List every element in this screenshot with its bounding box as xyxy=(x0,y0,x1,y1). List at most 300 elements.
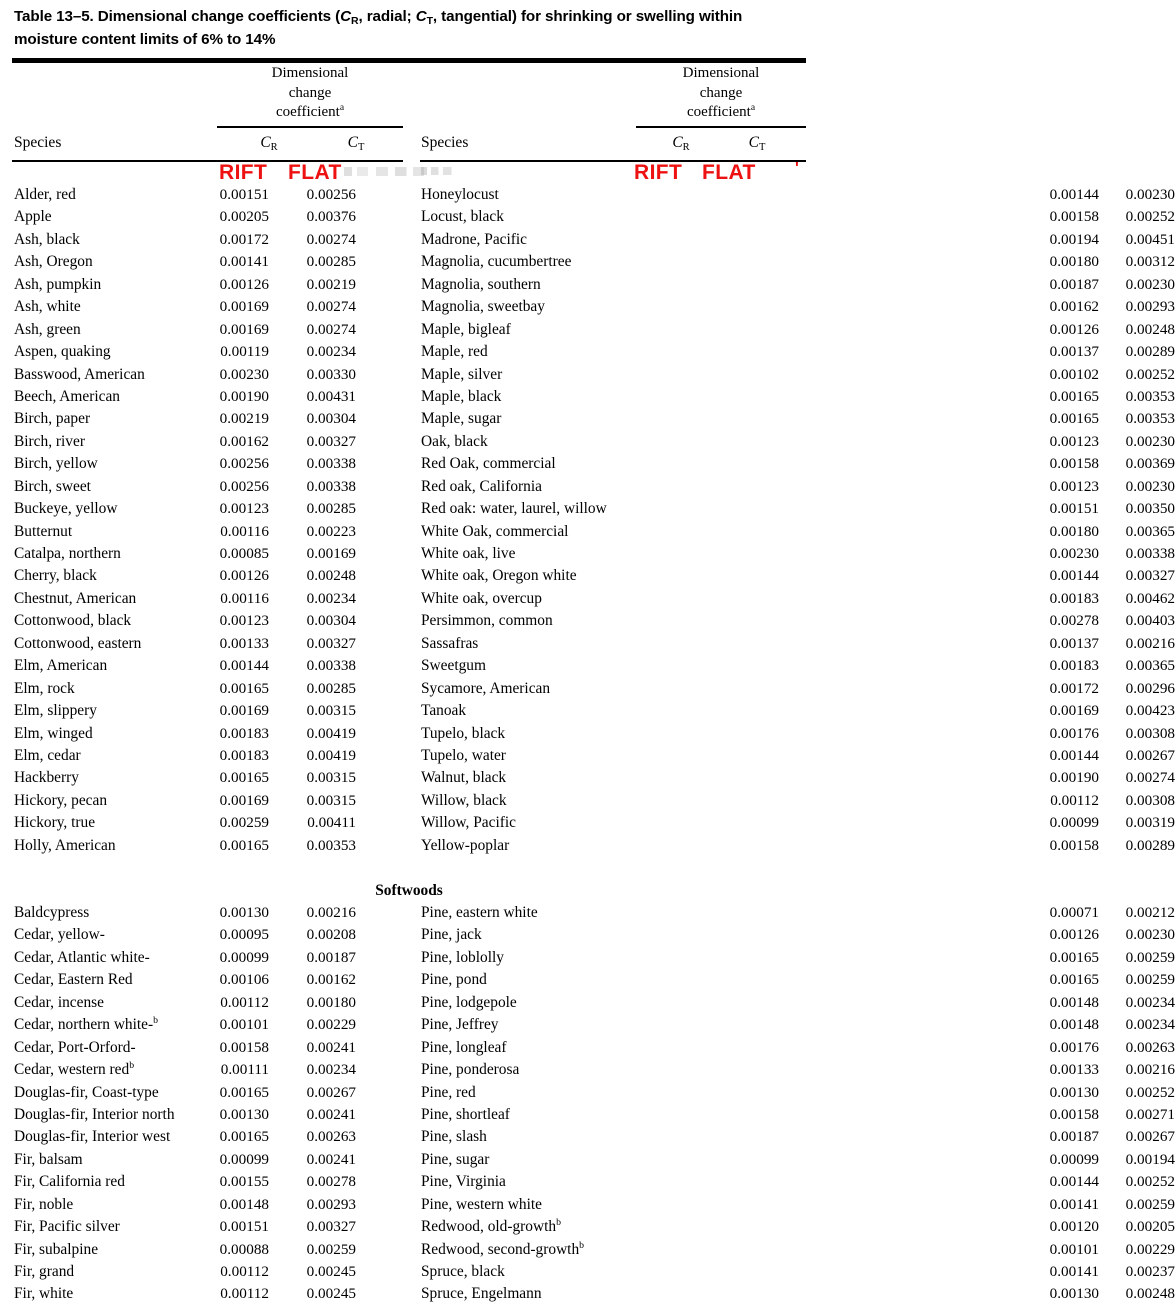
species-name: Cottonwood, black xyxy=(14,612,132,630)
value-cr: 0.00130 xyxy=(1049,1285,1099,1303)
table-row xyxy=(0,612,410,634)
table-row xyxy=(0,926,410,948)
annotation-rift-left: RIFT xyxy=(219,161,268,184)
table-row xyxy=(0,1128,410,1150)
value-cr: 0.00141 xyxy=(1049,1195,1099,1213)
value-cr: 0.00130 xyxy=(1049,1083,1099,1101)
value-ct: 0.00252 xyxy=(1125,1173,1175,1191)
group-header-line2: change xyxy=(288,84,332,101)
value-ct: 0.00338 xyxy=(306,657,356,675)
value-cr: 0.00176 xyxy=(1049,724,1099,742)
value-ct: 0.00256 xyxy=(306,186,356,203)
value-ct: 0.00411 xyxy=(307,814,356,832)
value-cr: 0.00205 xyxy=(219,208,269,226)
species-name: Basswood, American xyxy=(14,365,145,383)
value-cr: 0.00101 xyxy=(1049,1240,1099,1258)
species-name: Elm, cedar xyxy=(14,746,81,764)
table-row xyxy=(420,387,1175,410)
species-name: Pine, sugar xyxy=(421,1150,490,1168)
value-cr: 0.00088 xyxy=(219,1240,269,1258)
species-name: Magnolia, sweetbay xyxy=(421,298,545,316)
table-row xyxy=(0,253,410,275)
value-cr: 0.00180 xyxy=(1049,522,1099,540)
value-cr: 0.00126 xyxy=(1049,320,1099,338)
value-cr: 0.00256 xyxy=(219,455,269,473)
table-row xyxy=(0,1173,410,1195)
value-cr: 0.00183 xyxy=(1049,657,1099,675)
species-name: Fir, grand xyxy=(14,1263,75,1280)
page-title xyxy=(14,6,804,50)
table-row xyxy=(0,814,410,836)
group-header-line3: coefficient xyxy=(686,104,751,120)
value-ct: 0.00219 xyxy=(306,275,356,293)
value-cr: 0.00148 xyxy=(219,1195,269,1213)
table-row xyxy=(0,567,410,589)
value-ct: 0.00229 xyxy=(306,1016,356,1034)
species-name: Elm, winged xyxy=(14,724,93,742)
value-ct: 0.00241 xyxy=(306,1150,356,1168)
species-name: Holly, American xyxy=(14,836,116,854)
value-cr: 0.00148 xyxy=(1049,993,1099,1011)
value-cr: 0.00165 xyxy=(1049,948,1099,966)
species-name: Maple, black xyxy=(421,387,502,405)
table-row xyxy=(420,679,1175,702)
value-ct: 0.00234 xyxy=(306,343,356,361)
section-label-softwoods: Softwoods xyxy=(375,881,443,899)
table-row xyxy=(420,1285,1175,1307)
value-cr: 0.00165 xyxy=(219,769,269,787)
table-row xyxy=(420,791,1175,814)
table-row xyxy=(420,1083,1175,1106)
value-ct: 0.00237 xyxy=(1125,1263,1175,1280)
table-row xyxy=(0,792,410,814)
value-ct: 0.00296 xyxy=(1125,679,1175,697)
value-ct: 0.00205 xyxy=(1125,1218,1175,1236)
table-row xyxy=(420,993,1175,1016)
value-cr: 0.00112 xyxy=(220,993,269,1011)
species-name: Ash, black xyxy=(14,230,80,248)
value-ct: 0.00263 xyxy=(1125,1038,1175,1056)
table-row xyxy=(0,545,410,567)
table-row xyxy=(420,926,1175,948)
value-ct: 0.00230 xyxy=(1125,186,1175,203)
value-ct: 0.00248 xyxy=(1125,320,1175,338)
species-name: Birch, paper xyxy=(14,410,91,428)
group-header-left xyxy=(217,64,403,123)
table-row xyxy=(0,455,410,477)
species-name: Redwood, old-growth$^b$ xyxy=(421,1217,561,1236)
species-name: Pine, eastern white xyxy=(421,904,538,921)
species-name: Walnut, black xyxy=(421,769,507,787)
species-name: Fir, white xyxy=(14,1285,74,1303)
value-ct: 0.00234 xyxy=(1125,993,1175,1011)
value-ct: 0.00369 xyxy=(1125,455,1175,473)
value-cr: 0.00230 xyxy=(219,365,269,383)
value-cr: 0.00169 xyxy=(1049,702,1099,720)
species-name: Ash, pumpkin xyxy=(14,275,102,293)
species-footnote: b xyxy=(129,1059,135,1071)
value-ct: 0.00285 xyxy=(306,253,356,271)
value-cr: 0.00112 xyxy=(220,1263,269,1280)
table-row xyxy=(0,837,410,859)
value-cr: 0.00194 xyxy=(1049,230,1099,248)
value-ct: 0.00216 xyxy=(1125,1061,1175,1079)
value-cr: 0.00230 xyxy=(1049,545,1099,562)
species-footnote: b xyxy=(153,1015,159,1027)
value-ct: 0.00304 xyxy=(306,410,356,428)
column-header-ct-right: $C_T$ xyxy=(748,134,766,153)
value-ct: 0.00353 xyxy=(306,836,356,854)
species-name: Birch, sweet xyxy=(14,477,91,495)
value-cr: 0.00165 xyxy=(1049,387,1099,405)
value-ct: 0.00289 xyxy=(1125,836,1175,854)
value-cr: 0.00151 xyxy=(219,186,269,203)
species-name: Pine, loblolly xyxy=(421,948,504,966)
table-row xyxy=(420,298,1175,320)
annotation-flat-left: FLAT xyxy=(288,161,342,184)
species-name: Buckeye, yellow xyxy=(14,500,118,518)
table-row xyxy=(0,680,410,702)
table-row xyxy=(420,343,1175,365)
species-name: Cedar, yellow- xyxy=(14,926,105,944)
table-top-rule xyxy=(12,58,806,62)
species-name: Pine, western white xyxy=(421,1195,542,1213)
table-row xyxy=(420,1239,1175,1263)
table-row xyxy=(420,1217,1175,1240)
value-ct: 0.00216 xyxy=(306,904,356,921)
section-header-softwoods-left xyxy=(0,881,443,904)
species-name: Pine, shortleaf xyxy=(421,1105,510,1123)
table-row xyxy=(420,657,1175,679)
species-name: Maple, silver xyxy=(421,365,503,383)
value-cr: 0.00169 xyxy=(219,791,269,809)
table-row xyxy=(0,1084,410,1106)
value-cr: 0.00165 xyxy=(219,679,269,697)
species-name: Sycamore, American xyxy=(421,679,551,697)
species-name: Sassafras xyxy=(421,634,479,652)
value-cr: 0.00165 xyxy=(219,1083,269,1101)
value-cr: 0.00137 xyxy=(1049,634,1099,652)
value-cr: 0.00158 xyxy=(1049,455,1099,473)
title-text-post: , tangential) for shrinking or xyxy=(432,8,632,25)
table-row xyxy=(0,1218,410,1240)
value-ct: 0.00274 xyxy=(306,230,356,248)
value-ct: 0.00223 xyxy=(306,522,356,540)
table-row xyxy=(0,1285,410,1307)
value-cr: 0.00095 xyxy=(219,926,269,944)
table-row xyxy=(420,589,1175,612)
value-ct: 0.00230 xyxy=(1125,477,1175,495)
table-row xyxy=(420,612,1175,634)
value-cr: 0.00169 xyxy=(219,320,269,338)
table-row xyxy=(420,814,1175,836)
value-cr: 0.00116 xyxy=(220,589,269,607)
value-ct: 0.00315 xyxy=(306,702,356,720)
value-ct: 0.00278 xyxy=(306,1173,356,1191)
value-cr: 0.00112 xyxy=(220,1285,269,1303)
title-text-pre: Dimensional change coefficients ( xyxy=(97,8,341,25)
group-header-rule-left xyxy=(217,126,403,128)
species-name: White Oak, commercial xyxy=(421,522,569,540)
table-row xyxy=(420,904,1175,926)
value-cr: 0.00101 xyxy=(219,1016,269,1034)
value-ct: 0.00315 xyxy=(306,769,356,787)
title-symbol-ct: C xyxy=(415,8,427,25)
species-name: Willow, Pacific xyxy=(421,814,516,832)
column-header-species-right: Species xyxy=(421,134,469,151)
value-ct: 0.00187 xyxy=(306,948,356,966)
species-name: Tupelo, black xyxy=(421,724,506,742)
table-row xyxy=(0,657,410,679)
species-name: Chestnut, American xyxy=(14,589,137,607)
value-cr: 0.00099 xyxy=(1049,1150,1099,1168)
value-ct: 0.00180 xyxy=(306,993,356,1011)
value-cr: 0.00172 xyxy=(219,230,269,248)
value-cr: 0.00119 xyxy=(220,343,269,361)
table-row xyxy=(420,522,1175,545)
species-name: Cedar, incense xyxy=(14,993,104,1011)
value-cr: 0.00165 xyxy=(1049,410,1099,428)
species-name: White oak, overcup xyxy=(421,589,542,607)
species-name: White oak, Oregon white xyxy=(421,567,577,585)
species-name: Cottonwood, eastern xyxy=(14,634,142,652)
value-ct: 0.00267 xyxy=(1125,746,1175,764)
value-ct: 0.00308 xyxy=(1125,791,1175,809)
table-row xyxy=(420,1150,1175,1173)
value-cr: 0.00133 xyxy=(219,634,269,652)
table-row xyxy=(0,186,410,208)
table-row xyxy=(0,1061,410,1083)
value-ct: 0.00252 xyxy=(1125,1083,1175,1101)
table-row xyxy=(0,590,410,612)
table-row xyxy=(0,231,410,253)
value-cr: 0.00165 xyxy=(219,1128,269,1146)
species-name: Oak, black xyxy=(421,432,488,450)
value-ct: 0.00245 xyxy=(306,1263,356,1280)
species-name: Butternut xyxy=(14,522,73,540)
value-ct: 0.00230 xyxy=(1125,432,1175,450)
title-text-mid: , radial; xyxy=(358,8,416,25)
value-ct: 0.00312 xyxy=(1125,253,1175,271)
value-ct: 0.00293 xyxy=(306,1195,356,1213)
table-row xyxy=(420,455,1175,477)
value-cr: 0.00278 xyxy=(1049,612,1099,630)
table-row xyxy=(420,275,1175,298)
table-row xyxy=(420,365,1175,388)
species-name: Cedar, Port-Orford- xyxy=(14,1038,136,1056)
value-cr: 0.00123 xyxy=(1049,477,1099,495)
species-name: Fir, balsam xyxy=(14,1150,83,1168)
value-cr: 0.00116 xyxy=(220,522,269,540)
value-cr: 0.00111 xyxy=(220,1061,269,1079)
table-row xyxy=(0,410,410,432)
table-row xyxy=(0,971,410,993)
title-symbol-cr: C xyxy=(340,8,351,25)
value-ct: 0.00248 xyxy=(1125,1285,1175,1303)
value-cr: 0.00162 xyxy=(1049,298,1099,316)
table-row xyxy=(0,478,410,500)
value-ct: 0.00327 xyxy=(306,1218,356,1236)
title-line-two: swelling within moisture content limits of 6% to 14% xyxy=(14,8,743,48)
column-header-cr-left: $C_R$ xyxy=(260,134,278,153)
value-cr: 0.00176 xyxy=(1049,1038,1099,1056)
value-cr: 0.00126 xyxy=(219,275,269,293)
value-cr: 0.00158 xyxy=(1049,208,1099,226)
table-row xyxy=(0,208,410,230)
table-row xyxy=(420,567,1175,589)
table-row xyxy=(420,1128,1175,1150)
species-name: Hackberry xyxy=(14,769,79,787)
annotation-rift-right: RIFT xyxy=(634,161,683,184)
species-name: Alder, red xyxy=(14,186,76,203)
table-row xyxy=(0,1263,410,1285)
species-name: Honeylocust xyxy=(421,186,499,203)
species-name: Persimmon, common xyxy=(421,612,553,630)
species-name: Catalpa, northern xyxy=(14,545,121,562)
value-cr: 0.00137 xyxy=(1049,343,1099,361)
value-ct: 0.00338 xyxy=(1125,545,1175,562)
value-ct: 0.00462 xyxy=(1125,589,1175,607)
value-ct: 0.00267 xyxy=(306,1083,356,1101)
value-ct: 0.00304 xyxy=(306,612,356,630)
value-cr: 0.00183 xyxy=(219,746,269,764)
table-row xyxy=(0,949,410,971)
column-header-species-left: Species xyxy=(14,134,62,151)
species-name: Spruce, Engelmann xyxy=(421,1285,542,1303)
value-cr: 0.00071 xyxy=(1049,904,1099,921)
species-name: Ash, white xyxy=(14,298,81,316)
value-ct: 0.00376 xyxy=(306,208,356,226)
value-cr: 0.00144 xyxy=(1049,186,1099,203)
table-row xyxy=(0,321,410,343)
species-name: Birch, yellow xyxy=(14,455,98,473)
species-name: Elm, American xyxy=(14,657,108,675)
title-subscript-r: R xyxy=(350,15,359,27)
value-cr: 0.00158 xyxy=(1049,836,1099,854)
table-row xyxy=(0,1196,410,1218)
table-row xyxy=(0,388,410,410)
group-header-line2: change xyxy=(699,84,743,101)
value-cr: 0.00190 xyxy=(1049,769,1099,787)
value-cr: 0.00126 xyxy=(219,567,269,585)
species-name: Magnolia, southern xyxy=(421,275,541,293)
species-name: Spruce, black xyxy=(421,1263,505,1280)
table-row xyxy=(0,1151,410,1173)
species-name: Ash, Oregon xyxy=(14,253,93,271)
value-cr: 0.00151 xyxy=(1049,500,1099,518)
table-row xyxy=(0,1241,410,1263)
species-name: Douglas-fir, Interior north xyxy=(14,1105,175,1123)
value-ct: 0.00234 xyxy=(306,1061,356,1079)
species-name: Elm, slippery xyxy=(14,702,97,720)
species-name: Cedar, Atlantic white- xyxy=(14,948,150,966)
value-ct: 0.00353 xyxy=(1125,387,1175,405)
table-row xyxy=(0,1039,410,1061)
table-row xyxy=(420,1173,1175,1195)
table-row xyxy=(0,725,410,747)
table-column-left xyxy=(0,186,443,1308)
value-ct: 0.00319 xyxy=(1125,814,1175,832)
species-name: Red oak: water, laurel, willow xyxy=(421,500,607,518)
section-spacer-right xyxy=(420,859,818,881)
section-spacer-left xyxy=(0,859,410,881)
group-header-rule-right xyxy=(636,126,806,128)
species-name: Maple, sugar xyxy=(421,410,502,428)
table-row xyxy=(0,747,410,769)
value-cr: 0.00141 xyxy=(219,253,269,271)
value-ct: 0.00252 xyxy=(1125,365,1175,383)
value-ct: 0.00241 xyxy=(306,1038,356,1056)
value-cr: 0.00141 xyxy=(1049,1263,1099,1280)
section-header-spacer-right xyxy=(420,882,818,904)
value-cr: 0.00169 xyxy=(219,298,269,316)
column-header-rule-left xyxy=(12,160,403,162)
value-cr: 0.00183 xyxy=(219,724,269,742)
value-cr: 0.00099 xyxy=(219,1150,269,1168)
value-cr: 0.00165 xyxy=(1049,971,1099,989)
value-cr: 0.00106 xyxy=(219,971,269,989)
value-ct: 0.00263 xyxy=(306,1128,356,1146)
species-name: Pine, red xyxy=(421,1083,476,1101)
species-name: Red oak, California xyxy=(421,477,542,495)
value-ct: 0.00230 xyxy=(1125,275,1175,293)
group-header-right xyxy=(636,64,806,123)
species-name: Pine, Virginia xyxy=(421,1173,506,1191)
value-ct: 0.00330 xyxy=(306,365,356,383)
species-name: Elm, rock xyxy=(14,679,75,697)
value-ct: 0.00431 xyxy=(306,387,356,405)
species-footnote: b xyxy=(556,1217,561,1228)
table-row xyxy=(0,769,410,791)
value-ct: 0.00285 xyxy=(306,500,356,518)
value-ct: 0.00419 xyxy=(306,724,356,742)
value-cr: 0.00256 xyxy=(219,477,269,495)
value-ct: 0.00259 xyxy=(1125,948,1175,966)
value-ct: 0.00212 xyxy=(1125,904,1175,921)
value-cr: 0.00219 xyxy=(219,410,269,428)
table-row xyxy=(0,343,410,365)
table-row xyxy=(0,635,410,657)
species-name: Cedar, northern white-$^b$ xyxy=(14,1015,159,1034)
column-header-ct-left: $C_T$ xyxy=(347,134,365,153)
value-ct: 0.00259 xyxy=(1125,971,1175,989)
value-ct: 0.00194 xyxy=(1125,1150,1175,1168)
value-ct: 0.00353 xyxy=(1125,410,1175,428)
value-ct: 0.00365 xyxy=(1125,657,1175,675)
value-cr: 0.00158 xyxy=(219,1038,269,1056)
value-ct: 0.00285 xyxy=(306,679,356,697)
value-ct: 0.00327 xyxy=(306,432,356,450)
table-row xyxy=(0,433,410,455)
value-cr: 0.00187 xyxy=(1049,275,1099,293)
table-row xyxy=(420,186,1175,208)
value-cr: 0.00158 xyxy=(1049,1105,1099,1123)
value-ct: 0.00162 xyxy=(306,971,356,989)
value-ct: 0.00308 xyxy=(1125,724,1175,742)
table-row xyxy=(0,904,410,926)
annotation-flat-right: FLAT xyxy=(702,161,756,184)
value-ct: 0.00315 xyxy=(306,791,356,809)
value-ct: 0.00259 xyxy=(1125,1195,1175,1213)
table-row xyxy=(0,1016,410,1038)
species-name: Tupelo, water xyxy=(421,746,506,764)
value-cr: 0.00148 xyxy=(1049,1016,1099,1034)
value-ct: 0.00338 xyxy=(306,455,356,473)
softwoods-rows-right xyxy=(420,904,1175,1308)
value-cr: 0.00155 xyxy=(219,1173,269,1191)
species-name: Maple, red xyxy=(421,343,488,361)
species-name: Pine, longleaf xyxy=(421,1038,507,1056)
